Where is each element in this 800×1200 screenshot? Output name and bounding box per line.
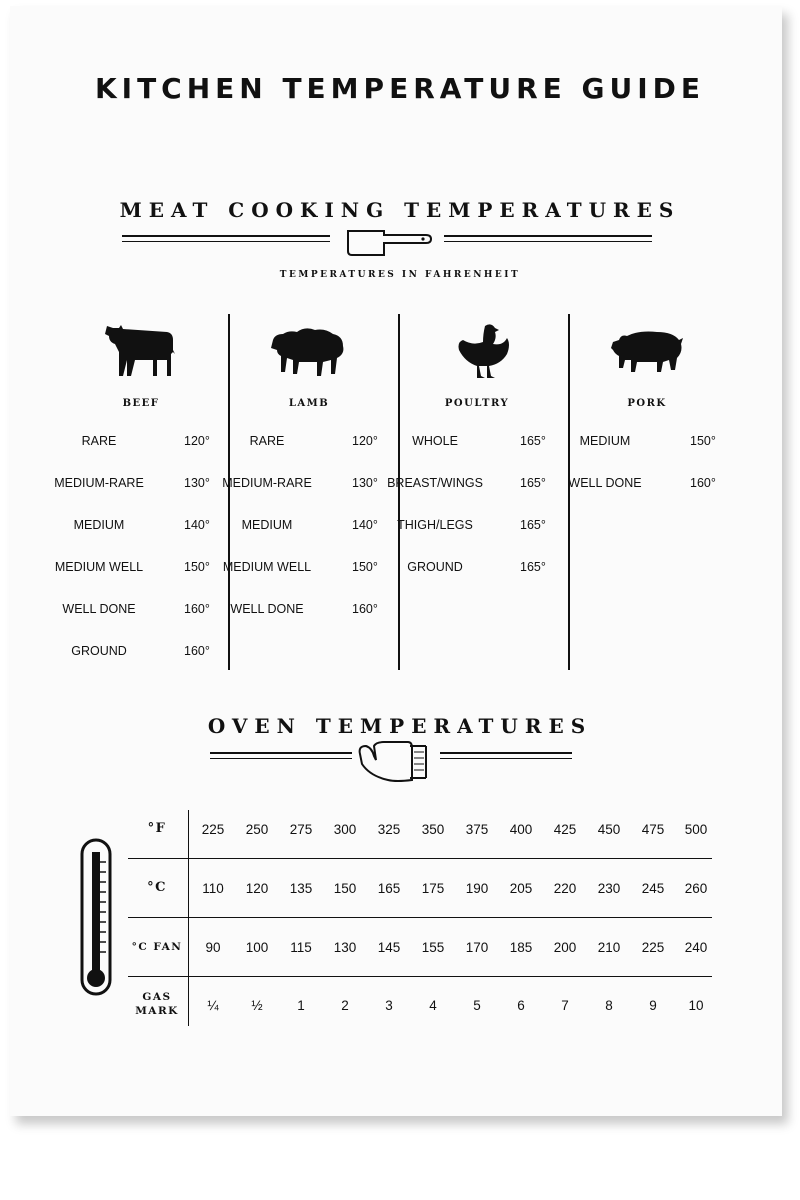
table-cell: 260 <box>684 881 708 896</box>
pig-icon <box>562 320 732 388</box>
row-header: °F <box>147 821 167 836</box>
table-cell: 175 <box>421 881 445 896</box>
table-row <box>128 990 712 1048</box>
table-cell: 120 <box>245 881 269 896</box>
table-cell: ¼ <box>207 998 219 1013</box>
table-cell: 500 <box>684 822 708 837</box>
list-item: WELL DONE 160° <box>230 602 378 616</box>
list-item: THIGH/LEGS 165° <box>397 518 546 532</box>
table-cell: 155 <box>421 940 445 955</box>
page-title: KITCHEN TEMPERATURE GUIDE <box>94 72 706 105</box>
table-cell: 9 <box>649 998 657 1013</box>
list-item: RARE 120° <box>81 434 210 448</box>
heading-rule <box>444 235 652 237</box>
cleaver-icon <box>346 226 432 258</box>
table-cell: 375 <box>465 822 489 837</box>
heading-rule <box>440 752 572 754</box>
row-header: °C FAN <box>131 941 183 953</box>
list-item: MEDIUM WELL 150° <box>222 560 378 574</box>
meat-subtitle: TEMPERATURES IN FAHRENHEIT <box>279 270 521 280</box>
table-row <box>128 881 712 939</box>
heading-rule <box>122 235 330 237</box>
column-heading: LAMB <box>288 398 330 409</box>
meat-column-beef <box>56 320 226 670</box>
table-cell: 230 <box>597 881 621 896</box>
table-cell: 8 <box>605 998 613 1013</box>
heading-rule <box>444 241 652 242</box>
table-cell: 145 <box>377 940 401 955</box>
oven-temperature-table <box>128 810 712 1030</box>
column-heading: BEEF <box>122 398 160 409</box>
table-cell: 6 <box>517 998 525 1013</box>
list-item: MEDIUM-RARE 130° <box>222 476 378 490</box>
table-cell: 210 <box>597 940 621 955</box>
sheep-icon <box>224 320 394 388</box>
table-cell: 2 <box>341 998 349 1013</box>
table-cell: 225 <box>201 822 225 837</box>
table-cell: 5 <box>473 998 481 1013</box>
thermometer-icon <box>80 838 112 998</box>
table-cell: 170 <box>465 940 489 955</box>
list-item: BREAST/WINGS 165° <box>387 476 546 490</box>
cow-icon <box>56 320 226 388</box>
table-cell: 240 <box>684 940 708 955</box>
table-cell: 275 <box>289 822 313 837</box>
list-item: MEDIUM WELL 150° <box>54 560 210 574</box>
table-cell: 185 <box>509 940 533 955</box>
chicken-icon <box>392 320 562 388</box>
table-cell: 115 <box>290 940 312 955</box>
list-item: GROUND 165° <box>407 560 546 574</box>
table-cell: 110 <box>202 881 224 896</box>
list-item: MEDIUM 140° <box>241 518 378 532</box>
heading-rule <box>210 752 352 754</box>
table-cell: 400 <box>509 822 533 837</box>
list-item: RARE 120° <box>249 434 378 448</box>
table-cell: 205 <box>509 881 533 896</box>
oven-mitt-icon <box>356 740 428 786</box>
list-item: WELL DONE 160° <box>62 602 210 616</box>
list-item: MEDIUM-RARE 130° <box>54 476 210 490</box>
heading-rule <box>122 241 330 242</box>
heading-rule <box>440 758 572 759</box>
row-header: GAS MARK <box>135 991 179 1017</box>
table-cell: 190 <box>465 881 489 896</box>
table-cell: 135 <box>289 881 313 896</box>
row-header: °C <box>147 880 167 895</box>
table-row <box>128 822 712 880</box>
meat-column-poultry <box>387 320 562 670</box>
meat-column-lamb <box>224 320 394 670</box>
table-cell: 225 <box>641 940 665 955</box>
table-cell: 165 <box>377 881 401 896</box>
heading-rule <box>210 758 352 759</box>
column-heading: POULTRY <box>444 398 510 409</box>
column-heading: PORK <box>627 398 667 409</box>
table-cell: 475 <box>641 822 665 837</box>
table-cell: 250 <box>245 822 269 837</box>
meat-column-pork <box>562 320 732 670</box>
oven-section-heading: OVEN TEMPERATURES <box>207 714 593 738</box>
table-cell: 450 <box>597 822 621 837</box>
table-cell: 220 <box>553 881 577 896</box>
list-item: WHOLE 165° <box>412 434 546 448</box>
list-item: MEDIUM 150° <box>579 434 716 448</box>
table-cell: 130 <box>333 940 357 955</box>
table-cell: 425 <box>553 822 577 837</box>
table-cell: 7 <box>561 998 569 1013</box>
table-cell: 10 <box>688 998 704 1013</box>
table-cell: 200 <box>553 940 577 955</box>
table-cell: 100 <box>245 940 269 955</box>
table-cell: 300 <box>333 822 357 837</box>
table-cell: 325 <box>377 822 401 837</box>
table-cell: 245 <box>641 881 665 896</box>
table-cell: ½ <box>251 998 263 1013</box>
table-cell: 4 <box>429 998 437 1013</box>
table-cell: 3 <box>385 998 393 1013</box>
list-item: GROUND 160° <box>71 644 210 658</box>
table-cell: 1 <box>297 998 305 1013</box>
table-cell: 150 <box>333 881 357 896</box>
list-item: MEDIUM 140° <box>73 518 210 532</box>
meat-section-heading: MEAT COOKING TEMPERATURES <box>119 198 681 222</box>
list-item: WELL DONE 160° <box>568 476 716 490</box>
table-cell: 90 <box>205 940 221 955</box>
table-cell: 350 <box>421 822 445 837</box>
